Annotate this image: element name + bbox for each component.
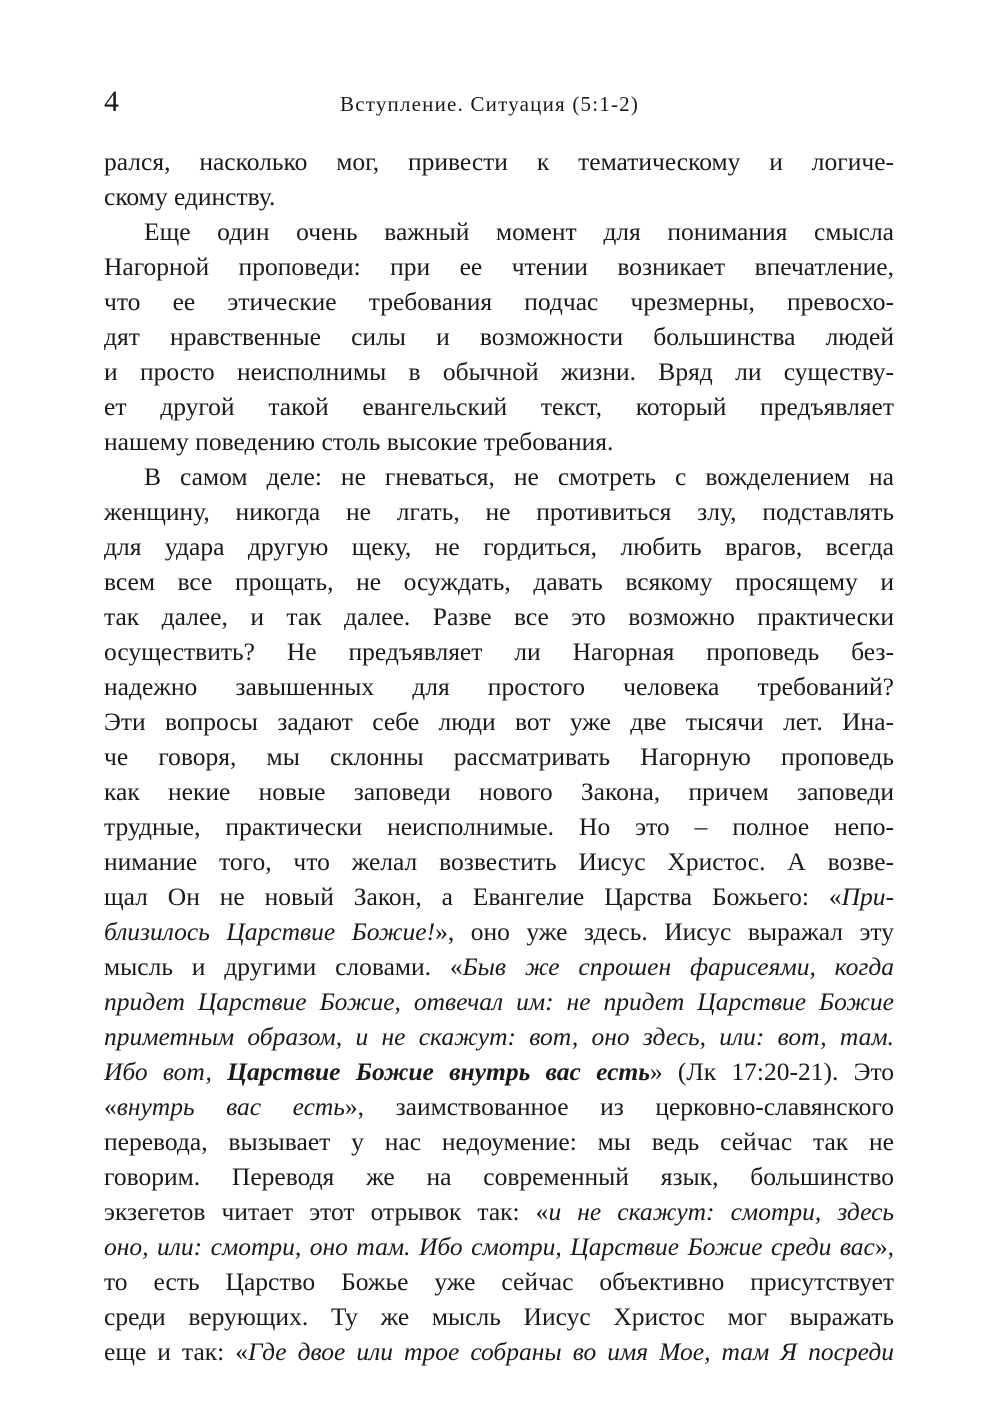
- text-line: перевода, вызывает у нас недоумение: мы ведь сейчас так не: [104, 1127, 894, 1156]
- text-line: так далее, и так далее. Разве все это возможно практически: [104, 602, 894, 631]
- text-line: Нагорной проповеди: при ее чтении возникает впечатление,: [104, 252, 894, 281]
- text-line: как некие новые заповеди нового Закона, причем заповеди: [104, 777, 894, 806]
- text-line: женщину, никогда не лгать, не противиться злу, подставлять: [104, 497, 894, 526]
- text-line: [104, 949, 894, 984]
- text-line: [104, 984, 894, 1019]
- quote-text: внутрь вас есть: [116, 1092, 345, 1121]
- quote-text: придет Царствие Божие, отвечал им: не придет Царствие Божие: [104, 987, 894, 1016]
- text-run: еще и так: «: [104, 1337, 249, 1366]
- text-line: и просто неисполнимы в обычной жизни. Вряд ли существу-: [104, 357, 894, 386]
- text-line: говорим. Переводя же на современный язык, большинство: [104, 1162, 894, 1191]
- text-line: всем все прощать, не осуждать, давать всякому просящему и: [104, 567, 894, 596]
- text-line: [104, 1334, 894, 1369]
- text-line: что ее этические требования подчас чрезмерны, превосхо-: [104, 287, 894, 316]
- quote-text: При-: [841, 882, 894, 911]
- text-run: мысль и другими словами. «: [104, 952, 463, 981]
- text-line: скому единству.: [104, 182, 276, 211]
- text-line: среди верующих. Ту же мысль Иисус Христос мог выражать: [104, 1302, 894, 1331]
- page-body: [104, 144, 894, 1369]
- text-line: надежно завышенных для простого человека требований?: [104, 672, 894, 701]
- paragraph: [104, 214, 894, 459]
- quote-text: оно, или: смотри, оно там. Ибо смотри, Царствие Божие среди вас: [104, 1232, 875, 1261]
- quote-text: Ибо вот,: [104, 1057, 228, 1086]
- text-run: «: [104, 1092, 117, 1121]
- quote-text: близилось Царствие Божие!: [104, 917, 436, 946]
- text-line: дят нравственные силы и возможности большинства людей: [104, 322, 894, 351]
- text-line: трудные, практически неисполнимые. Но это – полное непо-: [104, 812, 894, 841]
- text-run: », оно уже здесь. Иисус выражал эту: [435, 917, 894, 946]
- page-number: 4: [104, 85, 119, 118]
- text-line: [104, 1194, 894, 1229]
- text-run: », заимствованное из церковно-славянского: [344, 1092, 894, 1121]
- text-line: В самом деле: не гневаться, не смотреть с вожделением на: [144, 462, 894, 491]
- text-line: Еще один очень важный момент для понимания смысла: [144, 217, 894, 246]
- text-run: » (Лк 17:20-21). Это: [649, 1057, 894, 1086]
- text-line: Эти вопросы задают себе люди вот уже две тысячи лет. Ина-: [104, 707, 894, 736]
- text-line: осуществить? Не предъявляет ли Нагорная проповедь без-: [104, 637, 894, 666]
- text-line: для удара другую щеку, не гордиться, любить врагов, всегда: [104, 532, 894, 561]
- quote-text: приметным образом, и не скажут: вот, оно здесь, или: вот, там.: [104, 1022, 894, 1051]
- text-line: нимание того, что желал возвестить Иисус Христос. А возве-: [104, 847, 894, 876]
- text-line: ет другой такой евангельский текст, который предъявляет: [104, 392, 894, 421]
- paragraph: [104, 459, 894, 1369]
- text-line: че говоря, мы склонны рассматривать Нагорную проповедь: [104, 742, 894, 771]
- quote-text: Быв же спрошен фарисеями, когда: [462, 952, 894, 981]
- quote-text: Где двое или трое собраны во имя Мое, там Я посреди: [248, 1337, 895, 1366]
- text-line: [104, 879, 894, 914]
- text-line: [104, 1089, 894, 1124]
- text-line: [104, 1054, 894, 1089]
- text-run: щал Он не новый Закон, а Евангелие Царства Божьего: «: [104, 882, 842, 911]
- emphasized-quote: Царствие Божие внутрь вас есть: [227, 1057, 650, 1086]
- text-line: [104, 1019, 894, 1054]
- text-line: [104, 914, 894, 949]
- text-line: рался, насколько мог, привести к тематическому и логиче-: [104, 147, 894, 176]
- text-line: [104, 1229, 894, 1264]
- running-head: Вступление. Ситуация (5:1-2): [340, 92, 640, 116]
- text-line: то есть Царство Божье уже сейчас объективно присутствует: [104, 1267, 894, 1296]
- text-run: экзегетов читает этот отрывок так: «: [104, 1197, 549, 1226]
- paragraph: [104, 144, 894, 214]
- quote-text: и не скажут: смотри, здесь: [548, 1197, 895, 1226]
- text-run: »,: [874, 1232, 894, 1261]
- text-line: нашему поведению столь высокие требования.: [104, 427, 614, 456]
